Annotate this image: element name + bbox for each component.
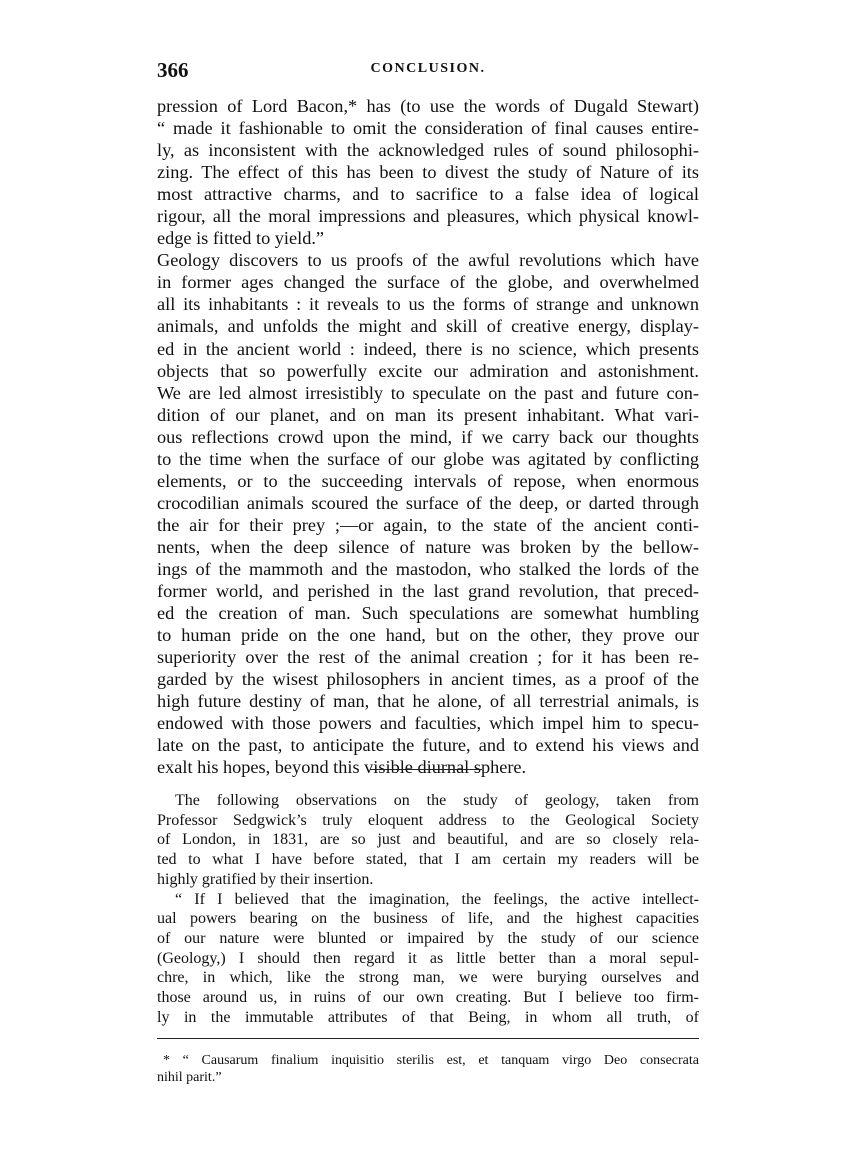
footnote-line: * “ Causarum finalium inquisitio sterilis est, et tanquam virgo Deo consecrata	[163, 1053, 699, 1068]
footnote	[157, 1052, 699, 1086]
text-line: to the time when the surface of our globe was agitated by conflicting	[157, 448, 699, 469]
running-head: CONCLUSION.	[370, 61, 486, 76]
text-line: former world, and perished in the last grand revolution, that preced-	[157, 581, 699, 602]
text-line: Geology discovers to us proofs of the awful revolutions which have	[157, 250, 699, 271]
text-line: objects that so powerfully excite our admiration and astonishment.	[157, 360, 699, 381]
text-line: ly, as inconsistent with the acknowledged rules of sound philosophi-	[157, 140, 699, 161]
page-number: 366	[157, 58, 189, 82]
text-line: superiority over the rest of the animal creation ; for it has been re-	[157, 647, 699, 668]
text-line: nents, when the deep silence of nature was broken by the bellow-	[157, 536, 699, 557]
text-line: garded by the wisest philosophers in ancient times, as a proof of the	[157, 669, 699, 690]
text-line: Professor Sedgwick’s truly eloquent address to the Geological Society	[157, 811, 699, 829]
text-line: ed the creation of man. Such speculations are somewhat humbling	[157, 603, 699, 624]
text-line: (Geology,) I should then regard it as little better than a moral sepul-	[157, 949, 699, 967]
text-line: highly gratified by their insertion.	[157, 870, 374, 888]
text-line: zing. The effect of this has been to divest the study of Nature of its	[157, 162, 699, 183]
text-line: The following observations on the study of geology, taken from	[175, 792, 699, 809]
text-line: of our nature were blunted or impaired by the study of our science	[157, 929, 699, 947]
footnote-line: nihil parit.”	[157, 1070, 222, 1085]
text-line: ual powers bearing on the business of life, and the highest capacities	[157, 910, 699, 928]
footnote-rule	[157, 1038, 699, 1039]
text-line: to human pride on the one hand, but on the other, they prove our	[157, 625, 699, 646]
text-line: “ made it fashionable to omit the consideration of final causes entire-	[157, 118, 699, 139]
text-line: of London, in 1831, are so just and beautiful, and are so closely rela-	[157, 831, 699, 849]
text-line: ed in the ancient world : indeed, there is no science, which presents	[157, 338, 699, 359]
text-line: chre, in which, like the strong man, we were burying ourselves and	[157, 969, 699, 987]
text-line: We are led almost irresistibly to speculate on the past and future con-	[157, 382, 699, 403]
text-line: most attractive charms, and to sacrifice to a false idea of logical	[157, 184, 699, 205]
text-line: rigour, all the moral impressions and pleasures, which physical knowl-	[157, 206, 699, 227]
page-header	[157, 58, 699, 82]
text-line: dition of our planet, and on man its present inhabitant. What vari-	[157, 404, 699, 425]
text-line: ly in the immutable attributes of that Being, in whom all truth, of	[157, 1008, 699, 1026]
text-line: in former ages changed the surface of the globe, and overwhelmed	[157, 272, 699, 293]
text-line: ings of the mammoth and the mastodon, who stalked the lords of the	[157, 558, 699, 579]
text-line: ous reflections crowd upon the mind, if we carry back our thoughts	[157, 426, 699, 447]
main-text	[157, 95, 699, 778]
text-line: the air for their prey ;—or again, to the state of the ancient conti-	[157, 514, 699, 535]
text-line: exalt his hopes, beyond this visible diurnal sphere.	[157, 757, 527, 778]
extract-text	[157, 791, 699, 1027]
section-divider	[370, 769, 482, 770]
text-line: edge is fitted to yield.”	[157, 228, 325, 249]
text-line: endowed with those powers and faculties, which impel him to specu-	[157, 713, 699, 734]
text-line: high future destiny of man, that he alone, of all terrestrial animals, is	[157, 691, 699, 712]
text-line: all its inhabitants : it reveals to us the forms of strange and unknown	[157, 294, 699, 315]
text-line: animals, and unfolds the might and skill of creative energy, display-	[157, 316, 699, 337]
text-line: ted to what I have before stated, that I am certain my readers will be	[157, 851, 699, 869]
text-line: pression of Lord Bacon,* has (to use the words of Dugald Stewart)	[157, 96, 699, 116]
text-line: crocodilian animals scoured the surface of the deep, or darted through	[157, 492, 699, 513]
text-line: “ If I believed that the imagination, the feelings, the active intellect-	[175, 890, 699, 908]
text-line: those around us, in ruins of our own creating. But I believe too firm-	[157, 989, 699, 1007]
text-line: elements, or to the succeeding intervals of repose, when enormous	[157, 470, 699, 491]
text-line: late on the past, to anticipate the future, and to extend his views and	[157, 735, 699, 756]
